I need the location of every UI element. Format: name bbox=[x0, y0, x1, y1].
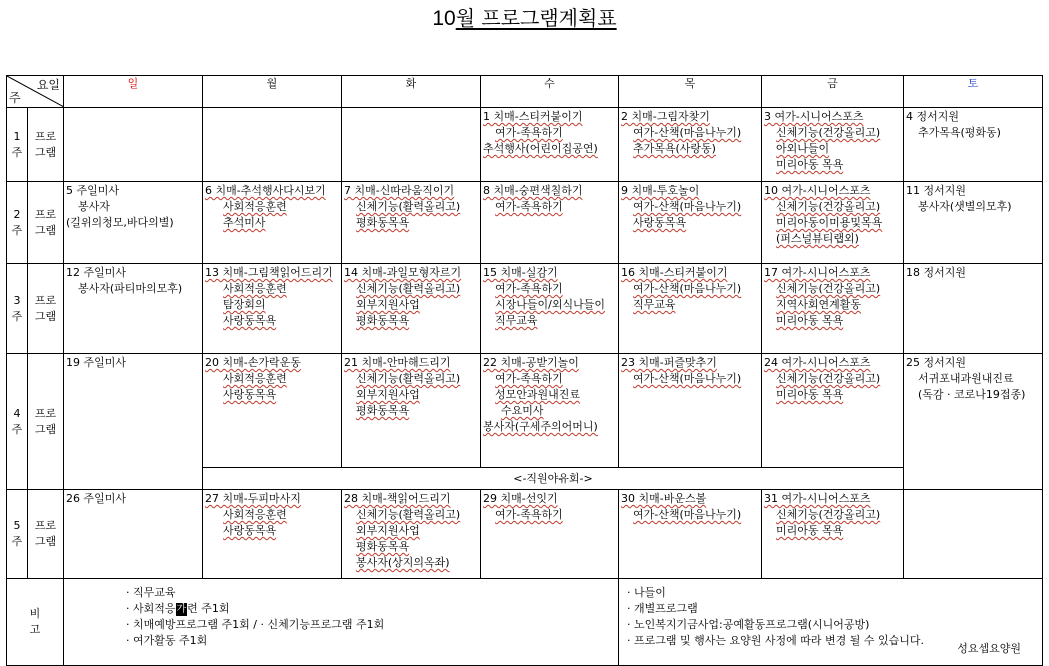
activity-item bbox=[764, 491, 903, 507]
activity-line: 추석미사 bbox=[223, 216, 266, 229]
activity-item bbox=[344, 183, 480, 199]
week-row-5 bbox=[7, 490, 1043, 579]
activity-item bbox=[906, 265, 1042, 281]
activity-line: 2 치매-그림자찾기 bbox=[621, 110, 710, 123]
day-cell-w1-wed bbox=[481, 108, 619, 182]
activity-line: 26 주일미사 bbox=[66, 492, 126, 505]
activity-item bbox=[483, 183, 618, 199]
activity-line: 봉사자 bbox=[78, 200, 110, 213]
activity-item bbox=[483, 491, 618, 507]
activity-line: 13 치매-그림책읽어드리기 bbox=[205, 266, 333, 279]
week-label-text: 프로 그램 bbox=[34, 293, 57, 323]
day-cell-w1-sun bbox=[64, 108, 203, 182]
page-title bbox=[0, 2, 1049, 31]
activity-item bbox=[621, 491, 761, 507]
activity-line: 17 여가-시니어스포츠 bbox=[764, 266, 871, 279]
activity-item bbox=[205, 183, 341, 199]
remark-item: · 사회적응가련 주1회 bbox=[126, 602, 230, 615]
title-month: 10 bbox=[432, 7, 456, 30]
corner-week-label: 주 bbox=[9, 91, 21, 105]
activity-line: 사랑동목욕 bbox=[223, 524, 277, 537]
week-label bbox=[28, 490, 64, 579]
activity-item bbox=[764, 387, 903, 403]
activity-item bbox=[205, 371, 341, 387]
activity-item bbox=[344, 403, 480, 419]
week-label bbox=[28, 108, 64, 182]
week-number-text: 4 주 bbox=[11, 406, 23, 436]
day-cell-w4-sun bbox=[64, 354, 203, 490]
activity-item bbox=[621, 371, 761, 387]
activity-line: 여가-족욕하기 bbox=[495, 372, 563, 385]
activity-item bbox=[483, 281, 618, 297]
corner-day-label: 요일 bbox=[36, 78, 60, 92]
activity-item bbox=[764, 215, 903, 231]
activity-line: 사랑동목욕 bbox=[633, 216, 687, 229]
activity-line: 9 치매-투호놀이 bbox=[621, 184, 700, 197]
header-row bbox=[7, 76, 1043, 108]
activity-line: 평화동목욕 bbox=[356, 216, 410, 229]
activity-item bbox=[483, 199, 618, 215]
activity-line: 11 정서지원 bbox=[906, 184, 966, 197]
activity-line: 봉사자(샛별의모후) bbox=[918, 200, 1012, 213]
activity-item bbox=[205, 523, 341, 539]
activity-item bbox=[66, 355, 202, 371]
activity-line: 7 치매-신따라움직이기 bbox=[344, 184, 455, 197]
remarks-label bbox=[7, 579, 64, 666]
activity-line: 평화동목욕 bbox=[356, 540, 410, 553]
activity-item bbox=[906, 371, 1042, 387]
activity-line: 여가-산책(마음나누기) bbox=[633, 282, 742, 295]
activity-line: 신체기능(활력올리고) bbox=[356, 508, 461, 521]
week-label-text: 프로 그램 bbox=[34, 129, 57, 159]
day-cell-w2-thu bbox=[619, 182, 762, 264]
activity-item bbox=[621, 125, 761, 141]
activity-line: 16 치매-스티커붙이기 bbox=[621, 266, 728, 279]
day-cell-w2-sun bbox=[64, 182, 203, 264]
activity-line: 신체기능(건강올리고) bbox=[776, 282, 881, 295]
week-row-3 bbox=[7, 264, 1043, 354]
activity-item bbox=[483, 371, 618, 387]
activity-item bbox=[621, 199, 761, 215]
activity-item bbox=[205, 491, 341, 507]
activity-line: 사랑동목욕 bbox=[223, 314, 277, 327]
activity-line: 3 여가-시니어스포츠 bbox=[764, 110, 864, 123]
activity-line: 4 정서지원 bbox=[906, 110, 959, 123]
activity-item bbox=[483, 507, 618, 523]
week-number bbox=[7, 490, 28, 579]
day-cell-w2-fri bbox=[762, 182, 904, 264]
activity-item bbox=[483, 265, 618, 281]
activity-item bbox=[621, 141, 761, 157]
day-cell-w5-mon bbox=[203, 490, 342, 579]
activity-item bbox=[906, 199, 1042, 215]
activity-item bbox=[906, 183, 1042, 199]
activity-item bbox=[344, 265, 480, 281]
remark-item: · 여가활동 주1회 bbox=[126, 634, 208, 647]
activity-line: 6 치매-추석행사다시보기 bbox=[205, 184, 326, 197]
activity-item bbox=[66, 491, 202, 507]
remark-item: · 나들이 bbox=[627, 586, 666, 599]
activity-line: 성모안과원내진료 bbox=[495, 388, 581, 401]
activity-item bbox=[344, 555, 480, 571]
remarks-label-text: 비 고 bbox=[29, 607, 41, 636]
activity-line: 22 치매-공받기놀이 bbox=[483, 356, 579, 369]
activity-item bbox=[764, 157, 903, 173]
activity-item bbox=[764, 231, 903, 247]
day-cell-w4-fri bbox=[762, 354, 904, 468]
activity-line: 사회적응훈련 bbox=[223, 200, 287, 213]
remark-item: · 치매예방프로그램 주1회 / · 신체기능프로그램 주1회 bbox=[126, 618, 385, 631]
activity-item bbox=[205, 265, 341, 281]
activity-line: 미리아동이미용및목욕 bbox=[776, 216, 883, 229]
activity-item bbox=[66, 215, 202, 231]
day-header-tue: 화 bbox=[342, 76, 481, 108]
day-header-wed: 수 bbox=[481, 76, 619, 108]
week-number bbox=[7, 182, 28, 264]
activity-line: 탐장회의 bbox=[223, 298, 266, 311]
week-number-text: 1 주 bbox=[11, 129, 23, 159]
remark-item: · 노인복지기금사업:공예활동프로그램(시니어공방) bbox=[627, 618, 870, 631]
activity-line: 신체기능(활력올리고) bbox=[356, 282, 461, 295]
activity-item bbox=[483, 141, 618, 157]
activity-item bbox=[205, 313, 341, 329]
activity-item bbox=[764, 183, 903, 199]
activity-item bbox=[764, 523, 903, 539]
day-cell-w5-wed bbox=[481, 490, 619, 579]
title-text: 월 프로그램계획표 bbox=[455, 6, 617, 30]
week-label-text: 프로 그램 bbox=[34, 406, 57, 436]
activity-item bbox=[344, 313, 480, 329]
activity-line: 신체기능(건강올리고) bbox=[776, 508, 881, 521]
activity-item bbox=[906, 109, 1042, 125]
activity-item bbox=[483, 403, 618, 419]
remarks-row bbox=[7, 579, 1043, 666]
day-cell-w5-fri bbox=[762, 490, 904, 579]
day-cell-w3-wed bbox=[481, 264, 619, 354]
activity-item bbox=[764, 297, 903, 313]
day-cell-w2-wed bbox=[481, 182, 619, 264]
week-label-text: 프로 그램 bbox=[34, 207, 57, 237]
day-header-thu: 목 bbox=[619, 76, 762, 108]
week-number-text: 3 주 bbox=[11, 293, 23, 323]
activity-item bbox=[621, 297, 761, 313]
activity-line: 18 정서지원 bbox=[906, 266, 966, 279]
week-number bbox=[7, 108, 28, 182]
activity-line: 20 치매-손가락운동 bbox=[205, 356, 301, 369]
activity-item bbox=[764, 125, 903, 141]
day-cell-w3-sat bbox=[904, 264, 1043, 354]
activity-item bbox=[344, 215, 480, 231]
activity-item bbox=[66, 281, 202, 297]
day-cell-w3-tue bbox=[342, 264, 481, 354]
day-header-fri: 금 bbox=[762, 76, 904, 108]
activity-line: 직무교육 bbox=[495, 314, 538, 327]
day-cell-w4-sat bbox=[904, 354, 1043, 490]
day-cell-w4-mon bbox=[203, 354, 342, 468]
activity-line: 평화동목욕 bbox=[356, 404, 410, 417]
activity-item bbox=[344, 523, 480, 539]
remark-item: · 개별프로그램 bbox=[627, 602, 698, 615]
activity-line: 외부지원사업 bbox=[356, 388, 420, 401]
activity-line: 15 치매-실감기 bbox=[483, 266, 558, 279]
activity-line: 시장나들이/외식나들이 bbox=[495, 298, 605, 311]
week-number-text: 5 주 bbox=[11, 519, 23, 548]
activity-item bbox=[621, 507, 761, 523]
activity-line: 봉사자(구세주의어머니) bbox=[483, 420, 598, 433]
activity-line: 31 여가-시니어스포츠 bbox=[764, 492, 871, 505]
week-row-4 bbox=[7, 354, 1043, 468]
staff-event: <-직원야유회-> bbox=[203, 468, 904, 490]
activity-line: 23 치매-퍼즐맞추기 bbox=[621, 356, 717, 369]
remarks-left bbox=[64, 579, 619, 666]
week-number bbox=[7, 354, 28, 490]
activity-line: 미리아동 목욕 bbox=[776, 388, 844, 401]
week-row-1 bbox=[7, 108, 1043, 182]
activity-item bbox=[205, 281, 341, 297]
activity-item bbox=[764, 371, 903, 387]
activity-item bbox=[344, 507, 480, 523]
week-label bbox=[28, 182, 64, 264]
activity-line: 수요미사 bbox=[501, 404, 544, 417]
activity-item bbox=[205, 297, 341, 313]
activity-line: 여가-산책(마음나누기) bbox=[633, 200, 742, 213]
activity-item bbox=[344, 199, 480, 215]
corner-cell bbox=[7, 76, 64, 108]
activity-item bbox=[764, 507, 903, 523]
footer-org: 성요셉요양원 bbox=[957, 642, 1021, 655]
activity-line: 사랑동목욕 bbox=[223, 388, 277, 401]
activity-item bbox=[621, 215, 761, 231]
activity-item bbox=[764, 141, 903, 157]
activity-line: 평화동목욕 bbox=[356, 314, 410, 327]
activity-line: 사회적응훈련 bbox=[223, 372, 287, 385]
week-label-text: 프로 그램 bbox=[34, 519, 57, 548]
activity-item bbox=[205, 507, 341, 523]
remark-item: · 프로그램 및 행사는 요양원 사정에 따라 변경 될 수 있습니다. bbox=[627, 634, 924, 647]
activity-line: 직무교육 bbox=[633, 298, 676, 311]
activity-item bbox=[764, 265, 903, 281]
day-cell-w1-mon bbox=[203, 108, 342, 182]
day-header-sun: 일 bbox=[64, 76, 203, 108]
activity-item bbox=[621, 265, 761, 281]
program-table bbox=[6, 75, 1043, 666]
activity-item bbox=[483, 387, 618, 403]
activity-line: 추가목욕(사랑동) bbox=[633, 142, 716, 155]
activity-line: 14 치매-과일모형자르기 bbox=[344, 266, 462, 279]
day-header-sat: 토 bbox=[904, 76, 1043, 108]
activity-item bbox=[344, 371, 480, 387]
activity-line: 봉사자(파티마의모후) bbox=[78, 282, 183, 295]
activity-line: 여가-산책(마음나누기) bbox=[633, 126, 742, 139]
day-cell-w5-tue bbox=[342, 490, 481, 579]
activity-line: 봉사자(상지의옥좌) bbox=[356, 556, 450, 569]
day-cell-w1-tue bbox=[342, 108, 481, 182]
activity-line: 29 치매-선잇기 bbox=[483, 492, 558, 505]
activity-line: 지역사회연계활동 bbox=[776, 298, 862, 311]
week-number-text: 2 주 bbox=[11, 207, 23, 237]
activity-item bbox=[906, 355, 1042, 371]
week-number bbox=[7, 264, 28, 354]
day-cell-w2-sat bbox=[904, 182, 1043, 264]
activity-item bbox=[764, 281, 903, 297]
activity-line: 신체기능(건강올리고) bbox=[776, 372, 881, 385]
remark-item: · 직무교육 bbox=[126, 586, 176, 599]
activity-line: 서귀포내과원내진료 bbox=[918, 372, 1014, 385]
activity-line: 신체기능(활력올리고) bbox=[356, 200, 461, 213]
activity-line: 1 치매-스티커붙이기 bbox=[483, 110, 583, 123]
activity-item bbox=[906, 125, 1042, 141]
activity-item bbox=[205, 387, 341, 403]
day-cell-w3-sun bbox=[64, 264, 203, 354]
activity-item bbox=[205, 355, 341, 371]
day-cell-w5-sat bbox=[904, 490, 1043, 579]
activity-line: 25 정서지원 bbox=[906, 356, 966, 369]
activity-line: (길위의청모,바다의별) bbox=[66, 216, 174, 229]
activity-line: 신체기능(건강올리고) bbox=[776, 200, 881, 213]
activity-line: 미리아동 목욕 bbox=[776, 314, 844, 327]
activity-line: 미리아동 목욕 bbox=[776, 524, 844, 537]
activity-item bbox=[344, 355, 480, 371]
activity-line: 사회적응훈련 bbox=[223, 508, 287, 521]
activity-line: 여가-족욕하기 bbox=[495, 282, 563, 295]
day-cell-w4-thu bbox=[619, 354, 762, 468]
activity-item bbox=[344, 297, 480, 313]
activity-line: 외부지원사업 bbox=[356, 298, 420, 311]
activity-item bbox=[344, 539, 480, 555]
activity-item bbox=[344, 491, 480, 507]
day-cell-w4-wed bbox=[481, 354, 619, 468]
activity-item bbox=[621, 109, 761, 125]
activity-line: 여가-족욕하기 bbox=[495, 508, 563, 521]
day-cell-w3-mon bbox=[203, 264, 342, 354]
activity-item bbox=[66, 265, 202, 281]
week-row-2 bbox=[7, 182, 1043, 264]
activity-line: 21 치매-안마해드리기 bbox=[344, 356, 451, 369]
activity-line: 8 치매-숭편색칠하기 bbox=[483, 184, 583, 197]
activity-item bbox=[483, 355, 618, 371]
activity-line: 외부지원사업 bbox=[356, 524, 420, 537]
activity-line: 신체기능(건강올리고) bbox=[776, 126, 881, 139]
activity-line: 5 주일미사 bbox=[66, 184, 119, 197]
day-cell-w5-thu bbox=[619, 490, 762, 579]
day-cell-w1-thu bbox=[619, 108, 762, 182]
week-label bbox=[28, 264, 64, 354]
activity-item bbox=[764, 109, 903, 125]
activity-line: (독감 · 코로나19접종) bbox=[918, 388, 1026, 401]
activity-item bbox=[764, 199, 903, 215]
activity-item bbox=[205, 215, 341, 231]
activity-item bbox=[483, 313, 618, 329]
activity-line: 24 여가-시니어스포츠 bbox=[764, 356, 871, 369]
activity-item bbox=[483, 125, 618, 141]
activity-item bbox=[621, 183, 761, 199]
week-label bbox=[28, 354, 64, 490]
activity-item bbox=[344, 281, 480, 297]
activity-line: 여가-산책(마음나누기) bbox=[633, 508, 742, 521]
day-cell-w3-fri bbox=[762, 264, 904, 354]
day-cell-w1-sat bbox=[904, 108, 1043, 182]
activity-line: 10 여가-시니어스포츠 bbox=[764, 184, 871, 197]
day-cell-w2-mon bbox=[203, 182, 342, 264]
day-header-mon: 월 bbox=[203, 76, 342, 108]
day-cell-w1-fri bbox=[762, 108, 904, 182]
activity-line: 12 주일미사 bbox=[66, 266, 126, 279]
activity-item bbox=[205, 199, 341, 215]
activity-line: 28 치매-책읽어드리기 bbox=[344, 492, 451, 505]
activity-line: 여가-족욕하기 bbox=[495, 126, 563, 139]
activity-line: 신체기능(활력올리고) bbox=[356, 372, 461, 385]
activity-item bbox=[483, 419, 618, 435]
activity-item bbox=[483, 297, 618, 313]
activity-line: 19 주일미사 bbox=[66, 356, 126, 369]
activity-item bbox=[764, 355, 903, 371]
activity-line: 여가-산책(마음나누기) bbox=[633, 372, 742, 385]
activity-line: 추가목욕(평화동) bbox=[918, 126, 1001, 139]
activity-line: 미리아동 목욕 bbox=[776, 158, 844, 171]
activity-line: 30 치매-바운스볼 bbox=[621, 492, 707, 505]
activity-line: (퍼스널뷰티랩외) bbox=[776, 232, 859, 245]
activity-item bbox=[906, 387, 1042, 403]
activity-item bbox=[621, 281, 761, 297]
activity-line: 추석행사(어린이집공연) bbox=[483, 142, 598, 155]
activity-line: 사회적응훈련 bbox=[223, 282, 287, 295]
day-cell-w5-sun bbox=[64, 490, 203, 579]
activity-item bbox=[764, 313, 903, 329]
day-cell-w2-tue bbox=[342, 182, 481, 264]
activity-item bbox=[66, 199, 202, 215]
activity-item bbox=[483, 109, 618, 125]
day-cell-w3-thu bbox=[619, 264, 762, 354]
activity-item bbox=[621, 355, 761, 371]
text-cursor: 가 bbox=[176, 604, 187, 615]
day-cell-w4-tue bbox=[342, 354, 481, 468]
activity-line: 27 치매-두피마사지 bbox=[205, 492, 301, 505]
activity-item bbox=[344, 387, 480, 403]
activity-line: 아외나들이 bbox=[776, 142, 830, 155]
activity-item bbox=[66, 183, 202, 199]
activity-line: 여가-족욕하기 bbox=[495, 200, 563, 213]
